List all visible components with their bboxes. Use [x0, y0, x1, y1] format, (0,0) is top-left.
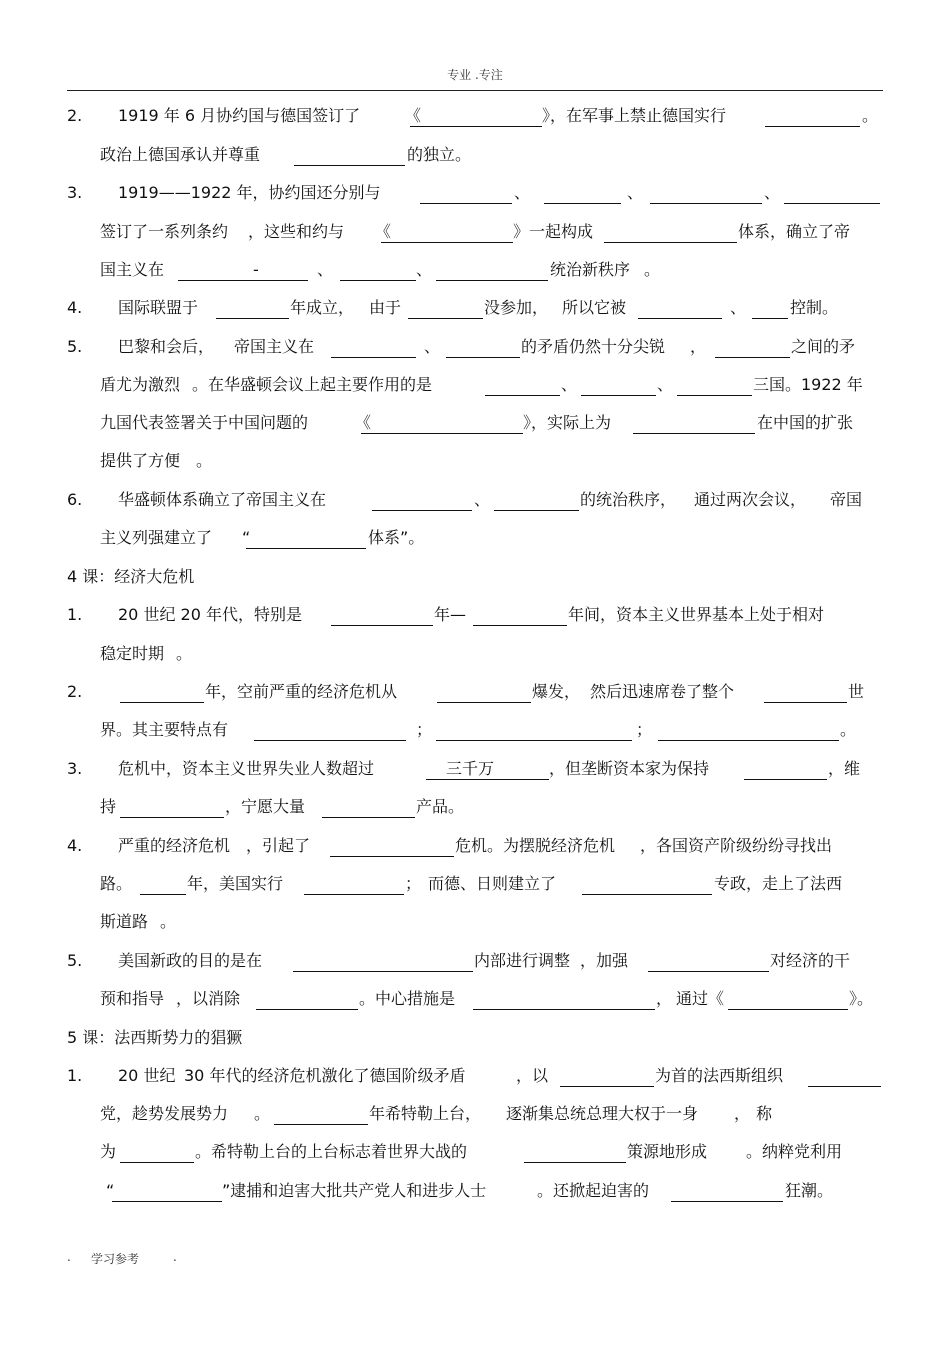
text: 。: [254, 1104, 271, 1123]
text: 统治新秩序: [550, 260, 631, 279]
text: 然后迅速席卷了整个: [590, 682, 735, 701]
text: 美国新政的目的是在: [118, 951, 263, 970]
blank[interactable]: [331, 625, 433, 626]
text: 的独立。: [407, 145, 472, 164]
text: 》，实际上为: [523, 413, 612, 432]
text: ，引起了: [246, 836, 311, 855]
question-number: 5.: [67, 951, 83, 970]
text: 爆发，: [532, 682, 581, 701]
blank[interactable]: [216, 318, 289, 319]
text: 华盛顿体系确立了帝国主义在: [118, 490, 327, 509]
text: 危机中，资本主义世界失业人数超过: [118, 759, 375, 778]
text: 逐渐集总统总理大权于一身: [506, 1104, 699, 1123]
text: 策源地形成: [627, 1142, 708, 1161]
question-number: 4.: [67, 836, 83, 855]
text: 20 世纪: [118, 1066, 176, 1085]
text: 控制。: [790, 298, 839, 317]
text: 年—: [434, 605, 467, 624]
text: ，: [656, 989, 673, 1008]
blank[interactable]: [254, 740, 406, 741]
blank[interactable]: [728, 1009, 848, 1010]
footer-dot: .: [173, 1250, 177, 1264]
section-title: 5 课：法西斯势力的猖獗: [67, 1028, 243, 1047]
q5-1-line-2: [0, 1102, 950, 1126]
text: ，但垄断资本家为保持: [549, 759, 710, 778]
q4-3-line-1: [0, 757, 950, 781]
text: ，维: [828, 759, 861, 778]
blank[interactable]: [120, 817, 224, 818]
text: 。: [862, 106, 879, 125]
text: 《: [375, 222, 392, 241]
separator: ；: [416, 720, 433, 739]
text: 。还掀起迫害的: [537, 1181, 650, 1200]
text: 巴黎和会后，: [118, 337, 215, 356]
separator: 、: [416, 260, 433, 279]
text: 。中心措施是: [359, 989, 456, 1008]
blank[interactable]: [140, 894, 186, 895]
blank[interactable]: [560, 1086, 654, 1087]
text: ，加强: [580, 951, 629, 970]
blank[interactable]: [274, 1124, 368, 1125]
text: 。: [840, 720, 857, 739]
text: 签订了一系列条约: [100, 222, 229, 241]
text: 帝国: [830, 490, 863, 509]
text: 。: [644, 260, 661, 279]
q5-1-line-4: [0, 1179, 950, 1203]
blank[interactable]: [604, 242, 737, 243]
text: ；: [405, 874, 422, 893]
text: 为: [100, 1142, 117, 1161]
text: 。希特勒上台的上台标志着世界大战的: [195, 1142, 468, 1161]
separator: 、: [730, 298, 747, 317]
text: 预和指导: [100, 989, 165, 1008]
text: 九国代表签署关于中国问题的: [100, 413, 309, 432]
text: 产品。: [416, 797, 465, 816]
blank[interactable]: [752, 318, 788, 319]
text: 政治上德国承认并尊重: [100, 145, 261, 164]
text: 持: [100, 797, 117, 816]
text: 1919 年 6 月协约国与德国签订了: [118, 106, 361, 125]
q4-4-line-1: [0, 834, 950, 858]
page-header: 专业 .专注: [447, 68, 503, 82]
text: 20 世纪 20 年代，特别是: [118, 605, 302, 624]
blank[interactable]: [436, 280, 548, 281]
question-number: 1.: [67, 1066, 83, 1085]
blank[interactable]: [744, 779, 827, 780]
blank[interactable]: [650, 203, 762, 204]
separator: 、: [764, 183, 781, 202]
text: 由于: [369, 298, 402, 317]
blank[interactable]: [473, 625, 567, 626]
text: ，: [690, 337, 707, 356]
blank[interactable]: [524, 1162, 626, 1163]
blank[interactable]: [582, 894, 712, 895]
text: 党，趁势发展势力: [100, 1104, 229, 1123]
blank[interactable]: [658, 740, 839, 741]
blank[interactable]: [120, 1162, 194, 1163]
blank[interactable]: [473, 1009, 655, 1010]
text: 严重的经济危机: [118, 836, 231, 855]
text: 《: [405, 106, 422, 125]
text: 》一起构成: [513, 222, 594, 241]
blank[interactable]: [715, 357, 790, 358]
text: 狂潮。: [785, 1181, 834, 1200]
text: 斯道路: [100, 912, 149, 931]
text: 在中国的扩张: [757, 413, 854, 432]
q4-3-line-2: [0, 795, 950, 819]
question-number: 2.: [67, 106, 83, 125]
blank[interactable]: [381, 242, 513, 243]
q3-5-line-3: [0, 411, 950, 435]
text: ，这些和约与: [248, 222, 345, 241]
q3-2-line-1: [0, 104, 950, 128]
text: 。: [176, 644, 193, 663]
text: 的矛盾仍然十分尖锐: [521, 337, 666, 356]
q3-2-line-2: [0, 143, 950, 167]
blank[interactable]: [485, 395, 560, 396]
text: ，各国资产阶级纷纷寻找出: [640, 836, 833, 855]
text: ”逮捕和迫害大批共产党人和进步人士: [222, 1181, 487, 1200]
q5-1-line-1: [0, 1064, 950, 1088]
blank[interactable]: [784, 203, 880, 204]
q3-6-line-1: [0, 488, 950, 512]
blank[interactable]: [408, 318, 483, 319]
q4-5-line-2: [0, 987, 950, 1011]
blank[interactable]: [544, 203, 621, 204]
q5-1-line-3: [0, 1140, 950, 1164]
separator: 、: [317, 260, 334, 279]
text: 危机。为摆脱经济危机: [455, 836, 616, 855]
text: 年成立，: [290, 298, 355, 317]
blank[interactable]: [410, 126, 542, 127]
text: 路。: [100, 874, 133, 893]
text: 。: [160, 912, 177, 931]
text: 体系，确立了帝: [738, 222, 851, 241]
section-5-title: [0, 1026, 950, 1050]
text: 通过两次会议，: [694, 490, 807, 509]
q4-1-line-2: [0, 642, 950, 666]
text: 年希特勒上台，: [369, 1104, 482, 1123]
blank[interactable]: [340, 280, 416, 281]
blank[interactable]: [293, 971, 473, 972]
text: 主义列强建立了: [100, 528, 213, 547]
blank[interactable]: [677, 395, 752, 396]
blank[interactable]: [764, 702, 847, 703]
text: 之间的矛: [791, 337, 856, 356]
text: 没参加，: [484, 298, 549, 317]
q3-6-line-2: [0, 526, 950, 550]
question-number: 4.: [67, 298, 83, 317]
blank[interactable]: [437, 702, 531, 703]
blank[interactable]: [178, 280, 308, 281]
section-4-title: [0, 565, 950, 589]
text: 》。: [849, 989, 874, 1008]
text: ，以: [516, 1066, 549, 1085]
text: ，: [734, 1104, 751, 1123]
blank[interactable]: [633, 433, 755, 434]
q4-4-line-2: [0, 872, 950, 896]
text: 。在华盛顿会议上起主要作用的是: [192, 375, 433, 394]
text: 内部进行调整: [474, 951, 571, 970]
text: 世: [848, 682, 865, 701]
header-rule: [67, 90, 883, 91]
blank[interactable]: [648, 971, 769, 972]
question-number: 2.: [67, 682, 83, 701]
question-number: 6.: [67, 490, 83, 509]
q4-2-line-1: [0, 680, 950, 704]
text: 通过《: [676, 989, 725, 1008]
q3-5-line-1: [0, 335, 950, 359]
footer-dot: .: [67, 1250, 71, 1264]
filled-answer: 三千万: [446, 759, 495, 778]
blank[interactable]: [322, 817, 415, 818]
text: “: [106, 1181, 115, 1200]
text: 帝国主义在: [234, 337, 315, 356]
q3-5-line-4: [0, 449, 950, 473]
q3-3-line-2: [0, 220, 950, 244]
text: 对经济的干: [770, 951, 851, 970]
text: ，以消除: [176, 989, 241, 1008]
q3-3-line-3: [0, 258, 950, 282]
separator: 、: [627, 183, 644, 202]
section-title: 4 课：经济大危机: [67, 567, 195, 586]
text: “: [242, 528, 251, 547]
blank[interactable]: [446, 357, 520, 358]
q4-4-line-3: [0, 910, 950, 934]
question-number: 3.: [67, 183, 83, 202]
text: 》，在军事上禁止德国实行: [542, 106, 727, 125]
text: 盾尤为激烈: [100, 375, 181, 394]
blank[interactable]: [671, 1201, 783, 1202]
text: 提供了方便: [100, 451, 181, 470]
blank[interactable]: [246, 548, 366, 549]
text: 。纳粹党利用: [746, 1142, 843, 1161]
blank[interactable]: [112, 1201, 222, 1202]
text: 国主义在: [100, 260, 165, 279]
text: 30 年代的经济危机激化了德国阶级矛盾: [184, 1066, 466, 1085]
separator: 、: [657, 375, 674, 394]
q3-4-line-1: [0, 296, 950, 320]
blank[interactable]: [420, 203, 512, 204]
question-number: 1.: [67, 605, 83, 624]
q3-5-line-2: [0, 373, 950, 397]
blank[interactable]: [330, 856, 454, 857]
q4-1-line-1: [0, 603, 950, 627]
text: 专政，走上了法西: [714, 874, 843, 893]
text: 年间，资本主义世界基本上处于相对: [568, 605, 825, 624]
text: -: [253, 260, 259, 279]
q3-3-line-1: [0, 181, 950, 205]
text: 界。其主要特点有: [100, 720, 229, 739]
text: 。: [196, 451, 213, 470]
blank[interactable]: [436, 740, 632, 741]
blank[interactable]: [581, 395, 656, 396]
blank[interactable]: [494, 510, 579, 511]
q4-5-line-1: [0, 949, 950, 973]
text: 所以它被: [562, 298, 627, 317]
blank[interactable]: [120, 702, 204, 703]
text: ，宁愿大量: [225, 797, 306, 816]
text: 体系”。: [368, 528, 425, 547]
blank[interactable]: [638, 318, 722, 319]
text: 称: [756, 1104, 773, 1123]
blank[interactable]: [256, 1009, 358, 1010]
text: 而德、日则建立了: [428, 874, 557, 893]
text: 稳定时期: [100, 644, 165, 663]
text: 《: [355, 413, 372, 432]
text: 年，空前严重的经济危机从: [205, 682, 398, 701]
text: 1919——1922 年，协约国还分别与: [118, 183, 381, 202]
q4-2-line-2: [0, 718, 950, 742]
blank[interactable]: [372, 510, 472, 511]
text: 年，美国实行: [187, 874, 284, 893]
text: 三国。1922 年: [753, 375, 863, 394]
separator: 、: [424, 337, 441, 356]
blank[interactable]: [361, 433, 523, 434]
text: 国际联盟于: [118, 298, 199, 317]
question-number: 3.: [67, 759, 83, 778]
blank[interactable]: [304, 894, 404, 895]
text: 为首的法西斯组织: [655, 1066, 784, 1085]
separator: 、: [514, 183, 531, 202]
separator: 、: [474, 490, 491, 509]
question-number: 5.: [67, 337, 83, 356]
text: 的统治秩序，: [580, 490, 677, 509]
blank[interactable]: [331, 357, 416, 358]
separator: ；: [636, 720, 653, 739]
separator: 、: [561, 375, 578, 394]
blank[interactable]: [765, 126, 860, 127]
blank[interactable]: [808, 1086, 881, 1087]
blank[interactable]: [294, 165, 405, 166]
footer-label: 学习参考: [91, 1252, 140, 1266]
